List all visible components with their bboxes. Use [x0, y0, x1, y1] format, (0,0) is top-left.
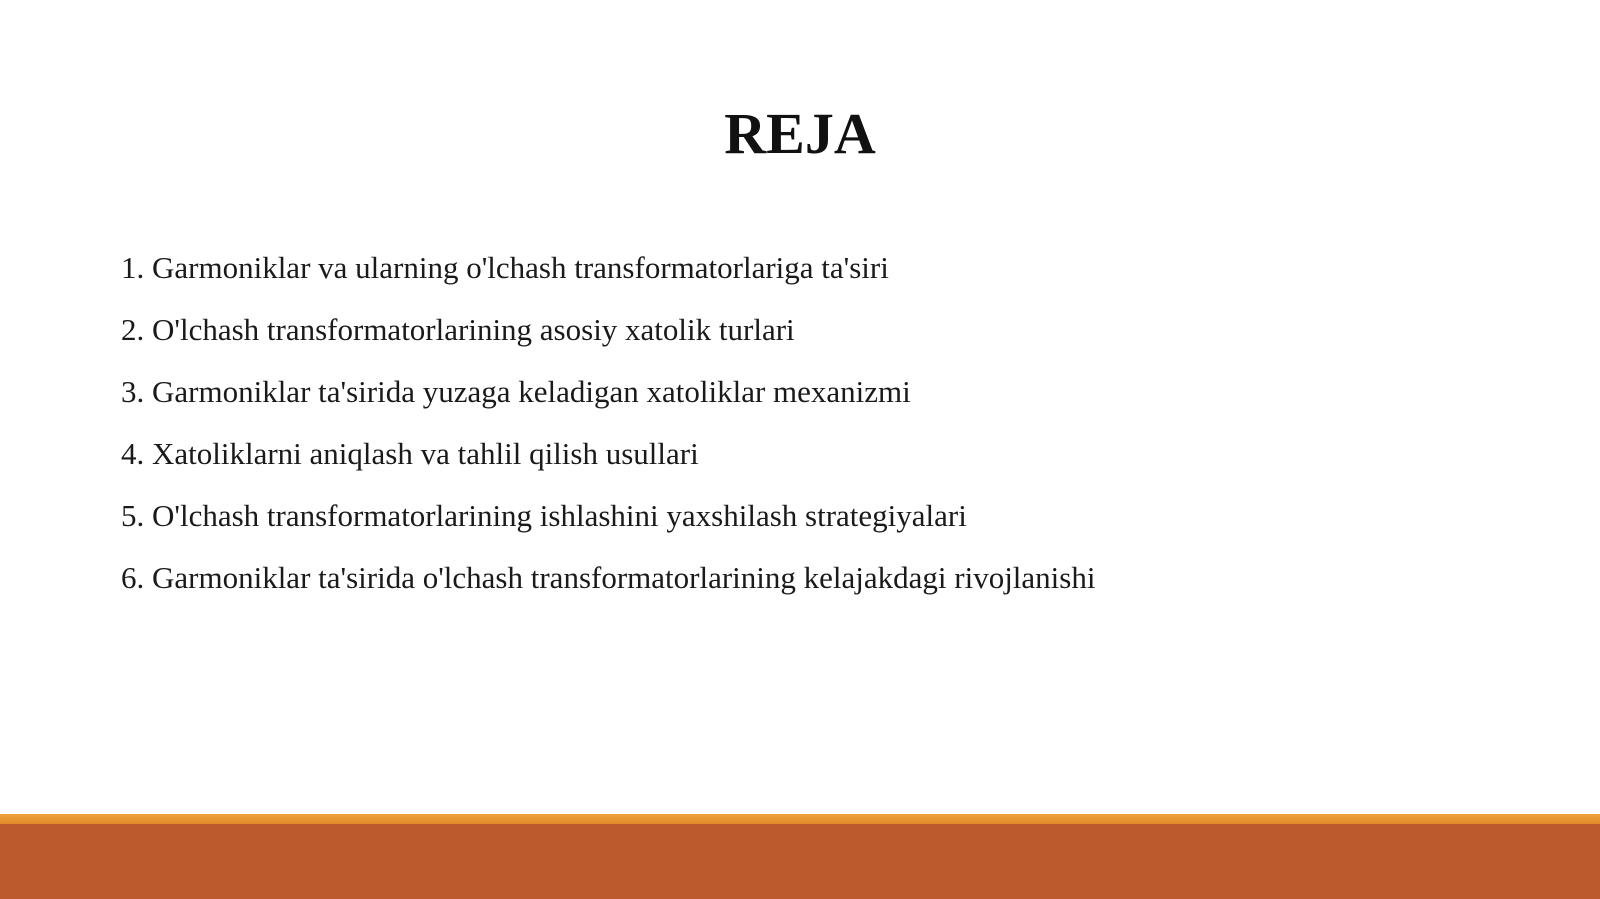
footer-accent-stripe	[0, 814, 1600, 824]
plan-item-5: 5. O'lchash transformatorlarining ishlashini yaxshilash strategiyalari	[121, 498, 967, 533]
footer-bar	[0, 824, 1600, 899]
slide-title	[0, 96, 1600, 172]
plan-item-4: 4. Xatoliklarni aniqlash va tahlil qilish usullari	[121, 436, 699, 471]
plan-item-3: 3. Garmoniklar ta'sirida yuzaga keladigan xatoliklar mexanizmi	[121, 374, 911, 409]
plan-item-2: 2. O'lchash transformatorlarining asosiy xatolik turlari	[121, 312, 795, 347]
slide-title-text: REJA	[724, 101, 876, 166]
plan-item-1: 1. Garmoniklar va ularning o'lchash transformatorlariga ta'siri	[121, 250, 889, 285]
plan-item-6: 6. Garmoniklar ta'sirida o'lchash transformatorlarining kelajakdagi rivojlanishi	[121, 560, 1096, 595]
plan-list	[121, 248, 1095, 620]
